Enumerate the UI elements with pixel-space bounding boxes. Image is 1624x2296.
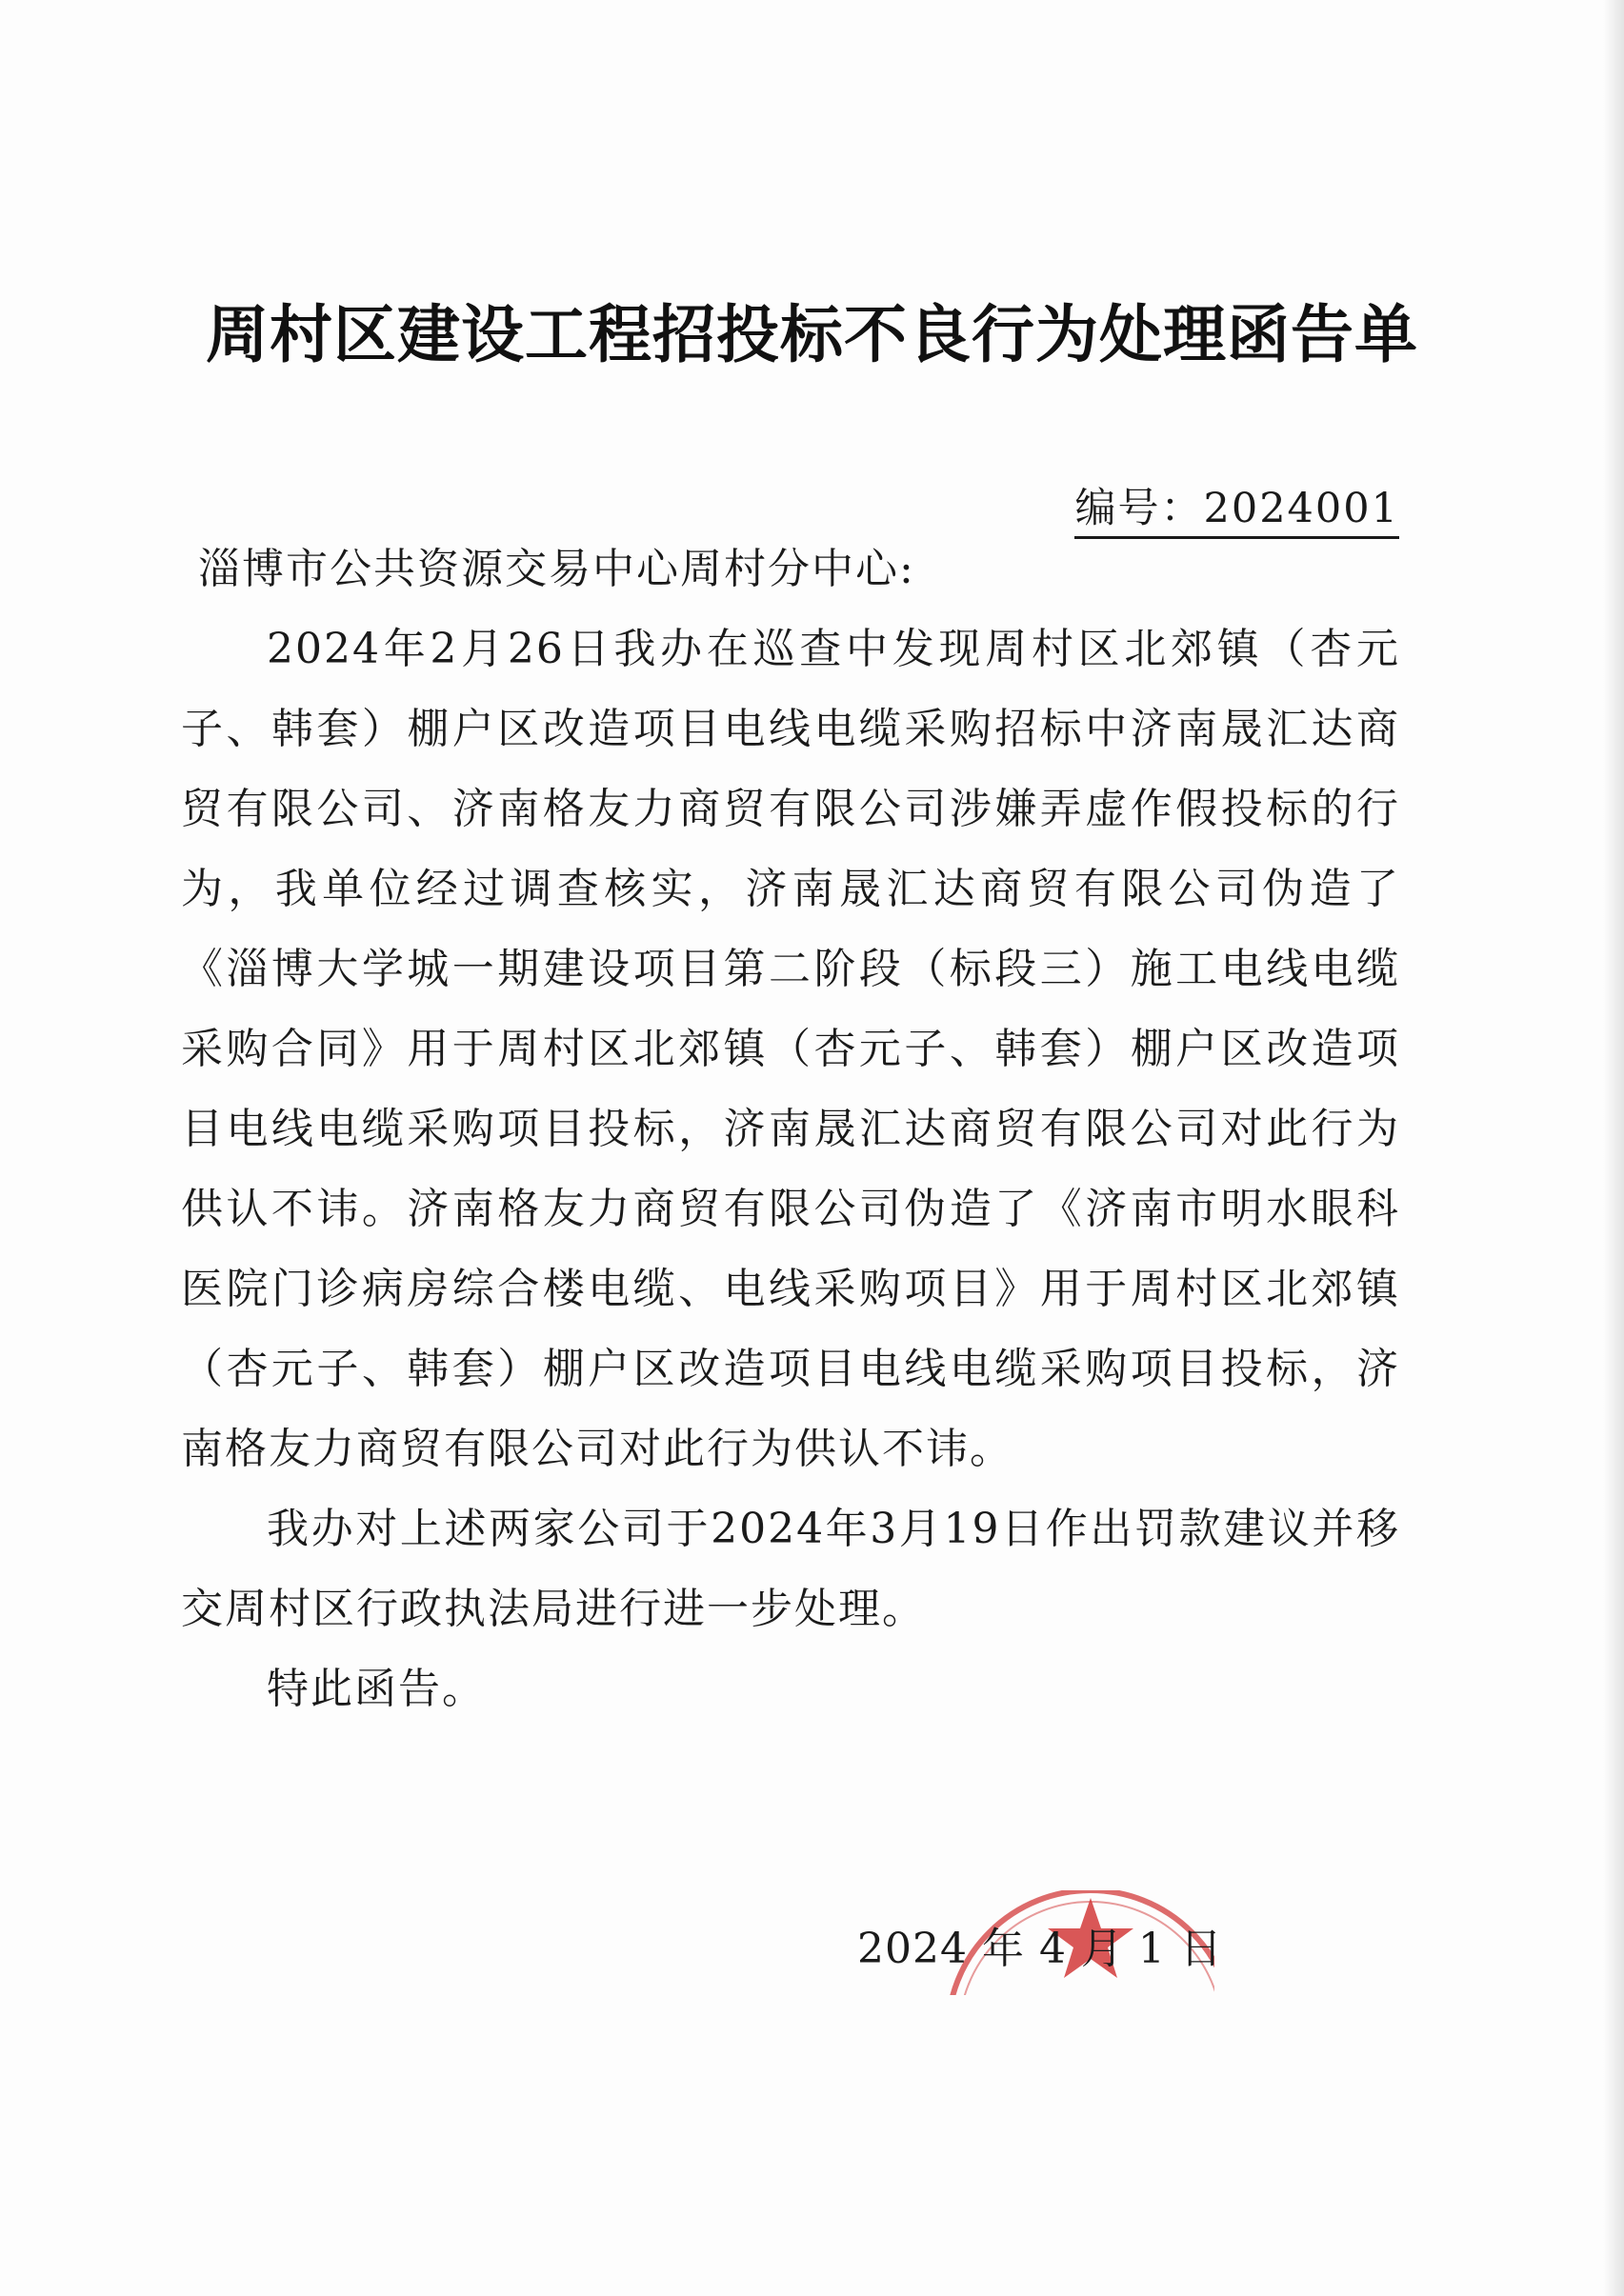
body-paragraph-2: 我办对上述两家公司于2024年3月19日作出罚款建议并移交周村区行政执法局进行进一步处理。	[181, 1505, 1400, 1633]
closing-line: 特此函告。	[267, 1665, 486, 1713]
addressee-line: 淄博市公共资源交易中心周村分中心:	[198, 545, 915, 593]
document-number: 编号：2024001	[1074, 476, 1399, 539]
document-date: 2024 年 4 月 1 日	[857, 1925, 1223, 1973]
body-paragraph-1: 2024年2月26日我办在巡查中发现周村区北郊镇（杏元子、韩套）棚户区改造项目电线电缆采购招标中济南晟汇达商贸有限公司、济南格友力商贸有限公司涉嫌弄虚作假投标的行为，我单位经过调查核实，济南晟汇达商贸有限公司伪造了《淄博大学城一期建设项目第二阶段（标段三）施工电线电缆采购合同》用于周村区北郊镇（杏元子、韩套）棚户区改造项目电线电缆采购项目投标，济南晟汇达商贸有限公司对此行为供认不讳。济南格友力商贸有限公司伪造了《济南市明水眼科医院门诊病房综合楼电缆、电线采购项目》用于周村区北郊镇（杏元子、韩套）棚户区改造项目电线电缆采购项目投标，济南格友力商贸有限公司对此行为供认不讳。	[181, 625, 1400, 1473]
document-title: 周村区建设工程招投标不良行为处理函告单	[206, 297, 1418, 371]
document-body	[181, 529, 1400, 1729]
